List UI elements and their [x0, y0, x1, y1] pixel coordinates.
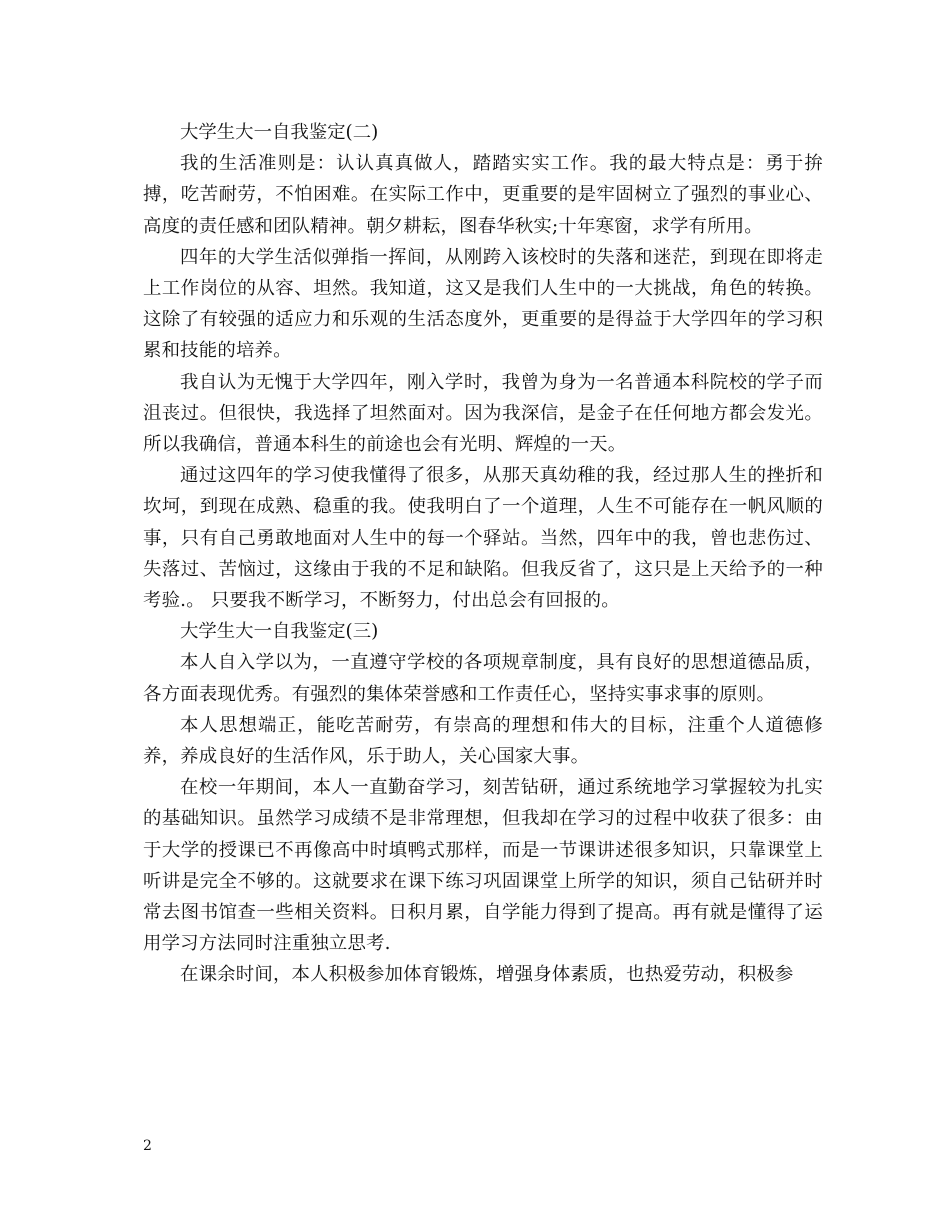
- section-title-3: 大学生大一自我鉴定(三): [180, 621, 379, 643]
- paragraph-discipline: 本人自入学以为，一直遵守学校的各项规章制度，具有良好的思想道德品质，各方面表现优秀。有强烈的集体荣誉感和工作责任心，坚持实事求事的原则。: [143, 652, 823, 705]
- paragraph-extracurricular: 在课余时间，本人积极参加体育锻炼，增强身体素质，也热爱劳动，积极参: [180, 964, 794, 986]
- page-number: 2: [143, 1138, 152, 1154]
- paragraph-four-years: 四年的大学生活似弹指一挥间，从刚跨入该校时的失落和迷茫，到现在即将走上工作岗位的从容、坦然。我知道，这又是我们人生中的一大挑战，角色的转换。这除了有较强的适应力和乐观的生活态度外，更重要的是得益于大学四年的学习积累和技能的培养。: [143, 246, 823, 362]
- paragraph-character: 本人思想端正，能吃苦耐劳，有崇高的理想和伟大的目标，注重个人道德修养，养成良好的生活作风，乐于助人，关心国家大事。: [143, 714, 823, 768]
- paragraph-self-belief: 我自认为无愧于大学四年，刚入学时，我曾为身为一名普通本科院校的学子而沮丧过。但很快，我选择了坦然面对。因为我深信，是金子在任何地方都会发光。所以我确信，普通本科生的前途也会有光明、辉煌的一天。: [143, 371, 823, 456]
- paragraph-life-principle: 我的生活准则是：认认真真做人，踏踏实实工作。我的最大特点是：勇于拚搏，吃苦耐劳，不怕困难。在实际工作中，更重要的是牢固树立了强烈的事业心、高度的责任感和团队精神。朝夕耕耘，图春华秋实;十年寒窗，求学有所用。: [143, 153, 823, 237]
- section-title-2: 大学生大一自我鉴定(二): [180, 122, 379, 143]
- paragraph-study: 在校一年期间，本人一直勤奋学习，刻苦钻研，通过系统地学习掌握较为扎实的基础知识。虽然学习成绩不是非常理想，但我却在学习的过程中收获了很多：由于大学的授课已不再像高中时填鸭式那样，而是一节课讲述很多知识，只靠课堂上听讲是完全不够的。这就要求在课下练习巩固课堂上所学的知识，须自己钻研并时常去图书馆查一些相关资料。日积月累，自学能力得到了提高。再有就是懂得了运用学习方法同时注重独立思考.: [143, 777, 823, 955]
- paragraph-growth: 通过这四年的学习使我懂得了很多，从那天真幼稚的我，经过那人生的挫折和坎坷，到现在成熟、稳重的我。使我明白了一个道理，人生不可能存在一帆风顺的事，只有自己勇敢地面对人生中的每一个驿站。当然，四年中的我，曾也悲伤过、失落过、苦恼过，这缘由于我的不足和缺陷。但我反省了，这只是上天给予的一种考验.。 只要我不断学习，不断努力，付出总会有回报的。: [143, 465, 823, 612]
- document-body: [143, 117, 823, 991]
